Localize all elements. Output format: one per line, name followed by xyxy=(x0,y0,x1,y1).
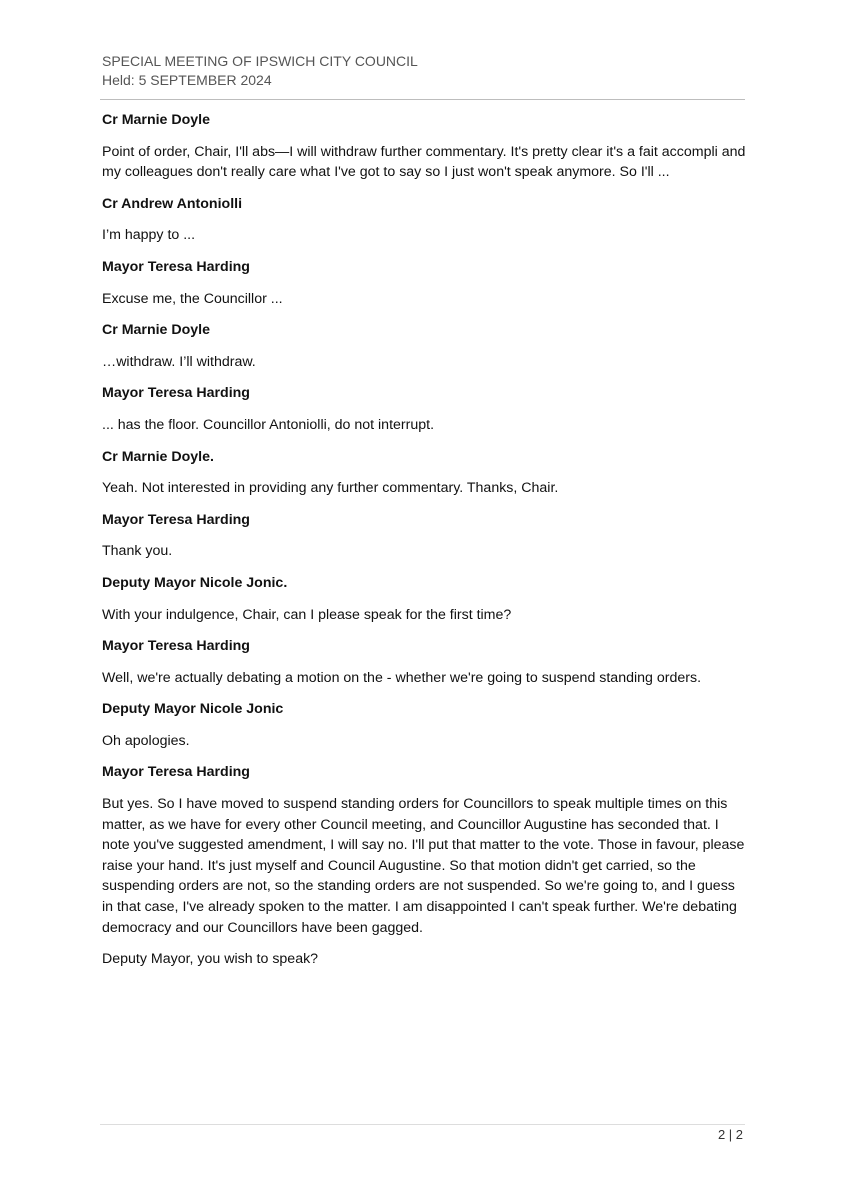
page-number: 2 | 2 xyxy=(717,1127,743,1142)
speaker-name: Cr Andrew Antoniolli xyxy=(102,195,243,212)
speech-text: Excuse me, the Councillor ... xyxy=(102,290,283,307)
transcript-entry xyxy=(102,320,747,372)
speech-text: Oh apologies. xyxy=(102,732,190,749)
footer-divider xyxy=(100,1124,745,1125)
speaker-name: Mayor Teresa Harding xyxy=(102,638,250,655)
speaker-name: Mayor Teresa Harding xyxy=(102,258,250,275)
speech-text: Yeah. Not interested in providing any further commentary. Thanks, Chair. xyxy=(102,480,559,497)
meeting-date: Held: 5 SEPTEMBER 2024 xyxy=(102,72,272,88)
transcript-entry xyxy=(102,636,747,688)
header-divider xyxy=(100,99,745,100)
speech-text: But yes. So I have moved to suspend standing orders for Councillors to speak multiple times on this matter, as we have for every other Council meeting, and Councillor Augustine has seconded that. I note you've suggested amendment, I will say no. I'll put that matter to the vote. Those in favour, please raise your hand. It's just myself and Council Augustine. So that motion didn't get carried, so the suspending orders are not, so the standing orders are not suspended. So we're going to, and I guess in that case, I've already spoken to the matter. I am disappointed I can't speak further. We're debating democracy and our Councillors have been gagged. xyxy=(102,796,745,936)
speaker-name: Cr Marnie Doyle. xyxy=(102,448,214,465)
speaker-name: Mayor Teresa Harding xyxy=(102,764,250,781)
speech-text: I’m happy to ... xyxy=(102,227,196,244)
transcript-entry xyxy=(102,447,747,499)
speech-text: Thank you. xyxy=(102,543,173,560)
speaker-name: Mayor Teresa Harding xyxy=(102,385,250,402)
transcript-entry xyxy=(102,194,747,246)
speech-text: Well, we're actually debating a motion on the - whether we're going to suspend standing orders. xyxy=(102,669,702,686)
meeting-title: SPECIAL MEETING OF IPSWICH CITY COUNCIL xyxy=(102,53,418,69)
closing-line: Deputy Mayor, you wish to speak? xyxy=(102,951,319,968)
speaker-name: Cr Marnie Doyle xyxy=(102,112,211,128)
transcript-entry xyxy=(102,573,747,625)
transcript-body xyxy=(102,110,747,981)
speech-text: Point of order, Chair, I'll abs—I will withdraw further commentary. It's pretty clear it's a fait accompli and my colleagues don't really care what I've got to say so I just won't speak anymore. So I'll ... xyxy=(102,143,746,181)
speaker-name: Deputy Mayor Nicole Jonic. xyxy=(102,574,288,591)
transcript-entry xyxy=(102,257,747,309)
speaker-name: Mayor Teresa Harding xyxy=(102,511,250,528)
speech-text: ... has the floor. Councillor Antoniolli, do not interrupt. xyxy=(102,416,435,433)
speaker-name: Deputy Mayor Nicole Jonic xyxy=(102,701,284,718)
transcript-entry xyxy=(102,110,747,183)
speech-text: …withdraw. I’ll withdraw. xyxy=(102,353,256,370)
transcript-entry xyxy=(102,762,747,938)
speaker-name: Cr Marnie Doyle xyxy=(102,322,211,339)
transcript-entry xyxy=(102,510,747,562)
speech-text: With your indulgence, Chair, can I please speak for the first time? xyxy=(102,606,512,623)
transcript-entry xyxy=(102,699,747,751)
transcript-entry xyxy=(102,383,747,435)
document-header xyxy=(102,52,745,90)
